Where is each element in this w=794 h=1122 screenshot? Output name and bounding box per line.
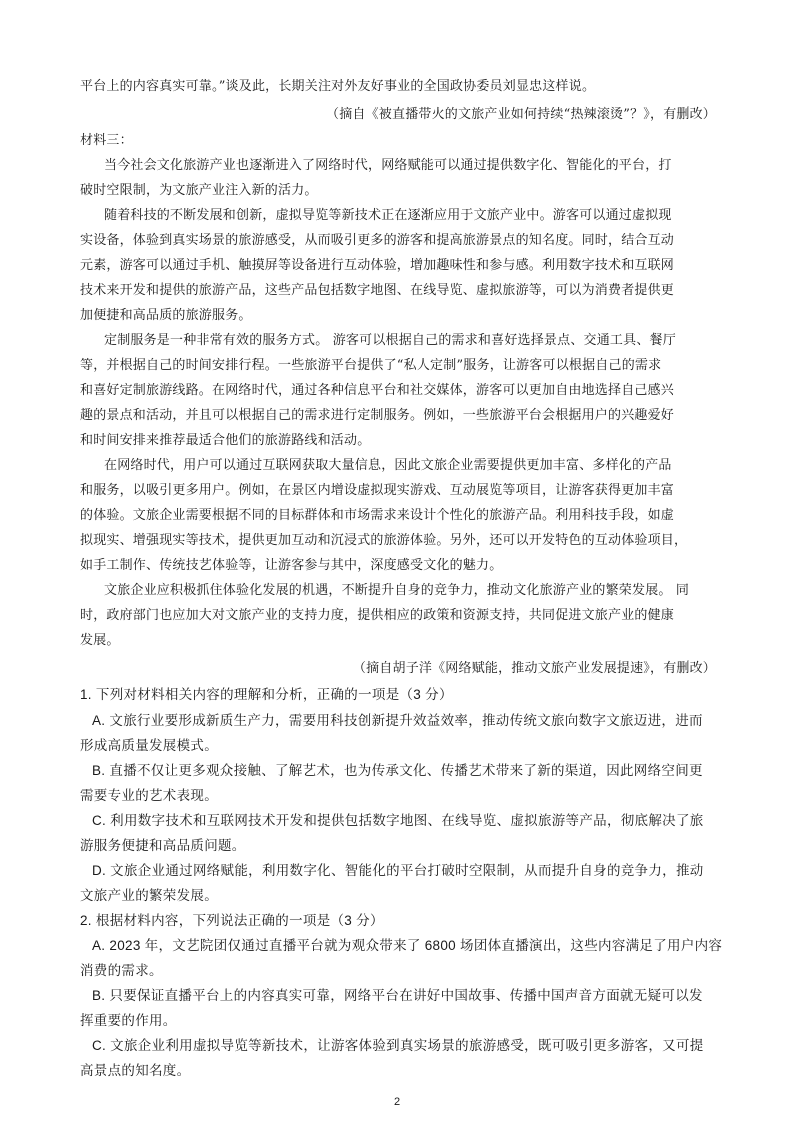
question-1: 1. 下列对材料相关内容的理解和分析，正确的一项是（3 分） bbox=[80, 687, 453, 702]
body-line: 技术来开发和提供的旅游产品，这些产品包括数字地图、在线导览、虚拟旅游等，可以为消费者提供更 bbox=[80, 283, 675, 298]
option-b-cont: 挥重要的作用。 bbox=[80, 1013, 177, 1028]
body-line: 实设备，体验到真实场景的旅游感受，从而吸引更多的游客和提高旅游景点的知名度。同时，结合互动 bbox=[80, 233, 675, 248]
body-line: 等，并根据自己的时间安排行程。一些旅游平台提供了“私人定制”服务，让游客可以根据自己的需求 bbox=[80, 358, 662, 373]
question-2: 2. 根据材料内容，下列说法正确的一项是（3 分） bbox=[80, 913, 384, 928]
body-line: 在网络时代，用户可以通过互联网获取大量信息，因此文旅企业需要提供更加丰富、多样化的产品 bbox=[104, 458, 672, 473]
body-line: 拟现实、增强现实等技术，提供更加互动和沉浸式的旅游体验。另外，还可以开发特色的互动体验项目， bbox=[80, 533, 688, 548]
option-a-cont: 形成高质量发展模式。 bbox=[80, 738, 218, 753]
option-b: B. 只要保证直播平台上的内容真实可靠，网络平台在讲好中国故事、传播中国声音方面就无疑可以发 bbox=[92, 988, 703, 1003]
source-citation: （摘自胡子洋《网络赋能，推动文旅产业发展提速》，有删改） bbox=[352, 661, 716, 676]
option-c-cont: 高景点的知名度。 bbox=[80, 1063, 191, 1078]
page-number: 2 bbox=[393, 1096, 401, 1108]
body-line: 文旅企业应积极抓住体验化发展的机遇，不断提升自身的竞争力，推动文化旅游产业的繁荣发展。 同 bbox=[104, 583, 690, 598]
option-a-cont: 消费的需求。 bbox=[80, 963, 163, 978]
body-line: 随着科技的不断发展和创新，虚拟导览等新技术正在逐渐应用于文旅产业中。游客可以通过虚拟现 bbox=[104, 208, 672, 223]
body-line: 定制服务是一种非常有效的服务方式。 游客可以根据自己的需求和喜好选择景点、交通工具、餐厅 bbox=[104, 333, 676, 348]
body-line: 发展。 bbox=[80, 633, 120, 648]
body-line: 元素，游客可以通过手机、触摸屏等设备进行互动体验，增加趣味性和参与感。利用数字技术和互联网 bbox=[80, 258, 675, 273]
body-line: 破时空限制，为文旅产业注入新的活力。 bbox=[80, 183, 318, 198]
option-a: A. 2023 年，文艺院团仅通过直播平台就为观众带来了 6800 场团体直播演出，这些内容满足了用户内容 bbox=[92, 938, 723, 953]
body-line: 加便捷和高品质的旅游服务。 bbox=[80, 308, 252, 323]
option-d: D. 文旅企业通过网络赋能，利用数字化、智能化的平台打破时空限制，从而提升自身的竞争力，推动 bbox=[92, 863, 704, 878]
body-line: 平台上的内容真实可靠。”谈及此，长期关注对外友好事业的全国政协委员刘显忠这样说。 bbox=[80, 79, 596, 94]
option-a: A. 文旅行业要形成新质生产力，需要用科技创新提升效益效率，推动传统文旅向数字文旅迈进，进而 bbox=[92, 713, 703, 728]
body-line: 和时间安排来推荐最适合他们的旅游路线和活动。 bbox=[80, 433, 371, 448]
option-c: C. 利用数字技术和互联网技术开发和提供包括数字地图、在线导览、虚拟旅游等产品，彻底解决了旅 bbox=[92, 813, 704, 828]
body-line: 时，政府部门也应加大对文旅产业的支持力度，提供相应的政策和资源支持，共同促进文旅产业的健康 bbox=[80, 608, 675, 623]
body-line: 如手工制作、传统技艺体验等，让游客参与其中，深度感受文化的魅力。 bbox=[80, 558, 503, 573]
option-b-cont: 需要专业的艺术表现。 bbox=[80, 788, 218, 803]
body-line: 和服务，以吸引更多用户。例如，在景区内增设虚拟现实游戏、互动展览等项目，让游客获得更加丰富 bbox=[80, 483, 675, 498]
option-c-cont: 游服务便捷和高品质问题。 bbox=[80, 838, 246, 853]
body-line: 的体验。文旅企业需要根据不同的目标群体和市场需求来设计个性化的旅游产品。利用科技手段，如虚 bbox=[80, 508, 675, 523]
option-b: B. 直播不仅让更多观众接触、了解艺术，也为传承文化、传播艺术带来了新的渠道，因此网络空间更 bbox=[92, 763, 703, 778]
body-line: 趣的景点和活动，并且可以根据自己的需求进行定制服务。例如，一些旅游平台会根据用户的兴趣爱好 bbox=[80, 408, 675, 423]
section-heading: 材料三： bbox=[80, 133, 133, 148]
body-line: 和喜好定制旅游线路。在网络时代，通过各种信息平台和社交媒体，游客可以更加自由地选择自己感兴 bbox=[80, 383, 675, 398]
body-line: 当今社会文化旅游产业也逐渐进入了网络时代，网络赋能可以通过提供数字化、智能化的平台，打 bbox=[104, 158, 672, 173]
source-citation: （摘自《被直播带火的文旅产业如何持续“热辣滚烫”？》，有删改） bbox=[326, 107, 716, 122]
option-c: C. 文旅企业利用虚拟导览等新技术，让游客体验到真实场景的旅游感受，既可吸引更多游客，又可提 bbox=[92, 1038, 704, 1053]
option-d-cont: 文旅产业的繁荣发展。 bbox=[80, 888, 218, 903]
